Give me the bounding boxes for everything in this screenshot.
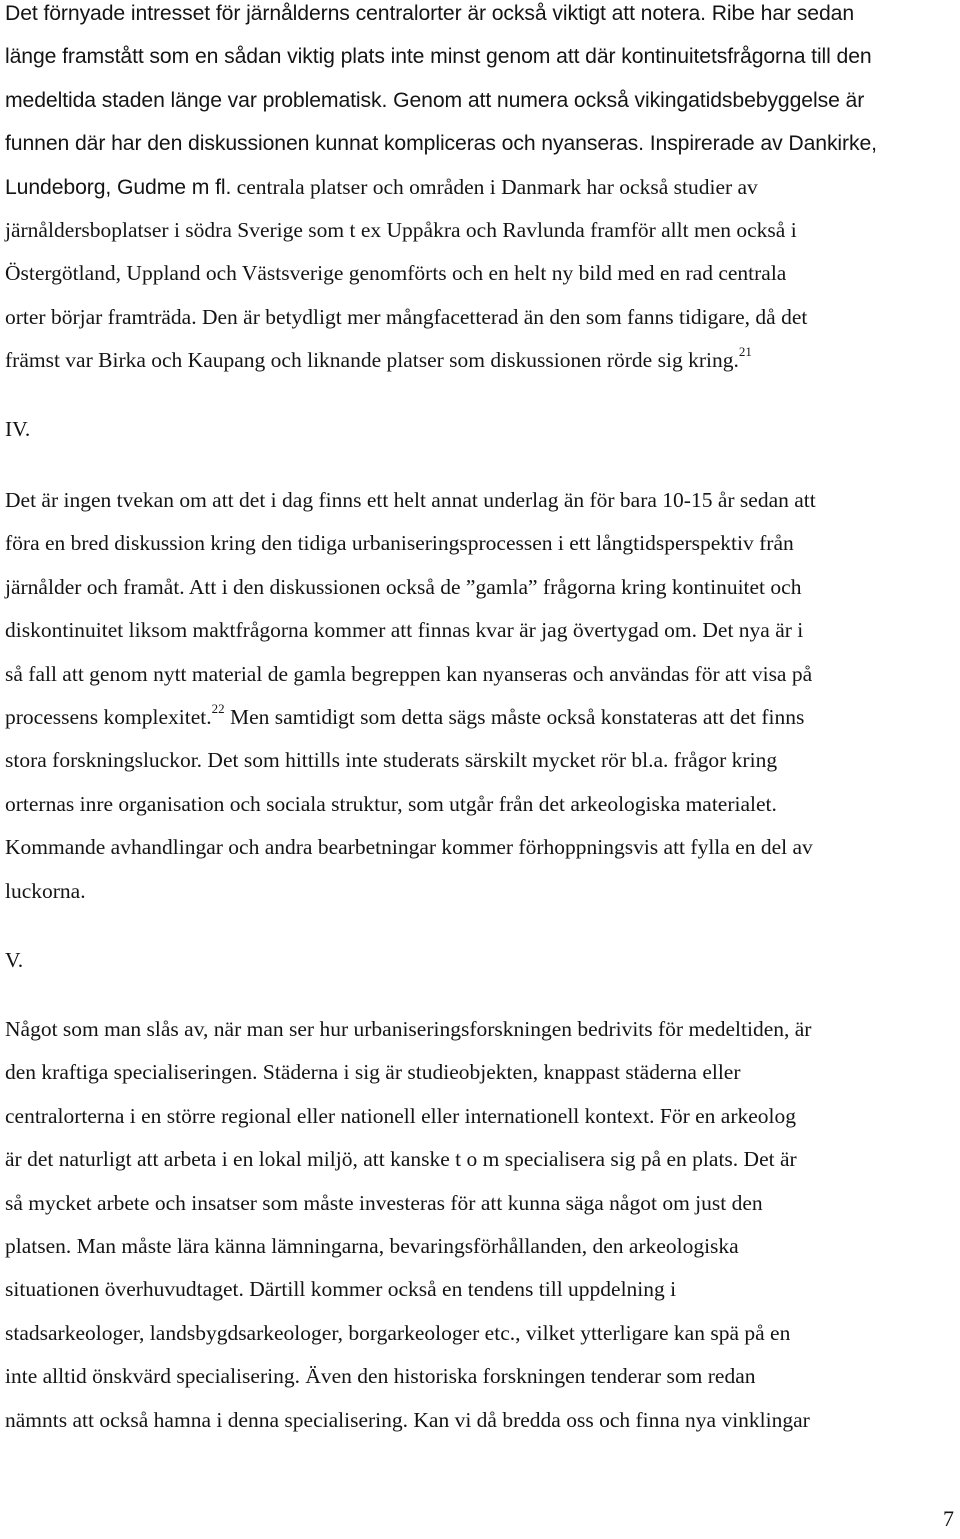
- text-line: nämnts att också hamna i denna specialisering. Kan vi då bredda oss och finna nya vinklingar: [5, 1407, 810, 1432]
- text-run: processens komplexitet.: [5, 704, 212, 729]
- text-line: [5, 296, 955, 339]
- text-line: centralorterna i en större regional eller nationell eller internationell kontext. För en arkeolog: [5, 1103, 797, 1128]
- text-line: Östergötland, Uppland och Västsverige genomförts och en helt ny bild med en rad centrala: [5, 261, 787, 286]
- text-line: diskontinuitet liksom maktfrågorna kommer att finnas kvar är jag övertygad om. Det nya är i: [5, 618, 804, 643]
- text-line: inte alltid önskvärd specialisering. Även den historiska forskningen tenderar som redan: [5, 1364, 756, 1389]
- text-line: föra en bred diskussion kring den tidiga urbaniseringsprocessen i ett långtidsperspektiv från: [5, 531, 794, 556]
- text-line: [5, 339, 955, 382]
- section-heading: V.: [5, 948, 24, 972]
- text-line: Det är ingen tvekan om att det i dag finns ett helt annat underlag än för bara 10-15 år sedan att: [5, 488, 816, 512]
- text-run: Den är betydligt mer mångfacetterad än den som fanns tidigare, då det: [196, 304, 808, 329]
- text-line: järnålder och framåt. Att i den diskussionen också de ”gamla” frågorna kring kontinuitet och: [5, 574, 802, 599]
- paragraph: [5, 1008, 955, 1442]
- text-line: medeltida staden länge var problematisk. Genom att numera också vikingatidsbebyggelse är: [5, 88, 865, 112]
- text-line: länge framstått som en sådan viktig plats inte minst genom att där kontinuitetsfrågorna till den: [5, 45, 872, 69]
- footnote-reference: 22: [211, 700, 225, 716]
- text-run: orter börjar framträda.: [5, 304, 197, 329]
- text-line: är det naturligt att arbeta i en lokal miljö, att kanske t o m specialisera sig på en plats. Det är: [5, 1147, 797, 1172]
- text-line: Kommande avhandlingar och andra bearbetningar kommer förhoppningsvis att fylla en del av: [5, 835, 813, 860]
- text-line: [5, 696, 955, 739]
- paragraph: [5, 0, 955, 383]
- text-run: främst var Birka och Kaupang och liknande platser som diskussionen rörde sig kring.: [5, 348, 739, 373]
- paragraph: [5, 479, 955, 913]
- text-line: orternas inre organisation och sociala struktur, som utgår från det arkeologiska materialet.: [5, 791, 777, 816]
- footnote-reference: 21: [738, 344, 752, 360]
- text-line: så fall att genom nytt material de gamla begreppen kan nyanseras och användas för att visa på: [5, 661, 813, 686]
- text-line: så mycket arbete och insatser som måste investeras för att kunna säga något om just den: [5, 1190, 763, 1215]
- text-line: järnåldersboplatser i södra Sverige som t ex Uppåkra och Ravlunda framför allt men också i: [5, 217, 797, 242]
- text-run: Men samtidigt som detta sägs måste också konstateras att det finns: [224, 704, 805, 729]
- text-line: [5, 166, 955, 209]
- page-number: 7: [943, 1506, 954, 1531]
- text-line: platsen. Man måste lära känna lämningarna, bevaringsförhållanden, den arkeologiska: [5, 1233, 739, 1258]
- text-run: centrala platser och områden i Danmark har också studier av: [231, 174, 758, 199]
- section-heading: IV.: [5, 417, 31, 441]
- text-run: Lundeborg, Gudme m fl.: [5, 175, 232, 199]
- text-line: luckorna.: [5, 878, 86, 903]
- text-line: stora forskningsluckor. Det som hittills inte studerats särskilt mycket rör bl.a. frågor kring: [5, 748, 778, 773]
- text-line: Det förnyade intresset för järnålderns centralorter är också viktigt att notera. Ribe har sedan: [5, 2, 855, 25]
- text-line: den kraftiga specialiseringen. Städerna i sig är studieobjekten, knappast städerna eller: [5, 1060, 741, 1085]
- text-line: situationen överhuvudtaget. Därtill kommer också en tendens till uppdelning i: [5, 1277, 677, 1302]
- text-line: stadsarkeologer, landsbygdsarkeologer, borgarkeologer etc., vilket ytterligare kan spä på en: [5, 1320, 791, 1345]
- text-line: funnen där har den diskussionen kunnat kompliceras och nyanseras. Inspirerade av Dankirke,: [5, 132, 877, 156]
- text-line: Något som man slås av, när man ser hur urbaniseringsforskningen bedrivits för medeltiden, är: [5, 1017, 812, 1041]
